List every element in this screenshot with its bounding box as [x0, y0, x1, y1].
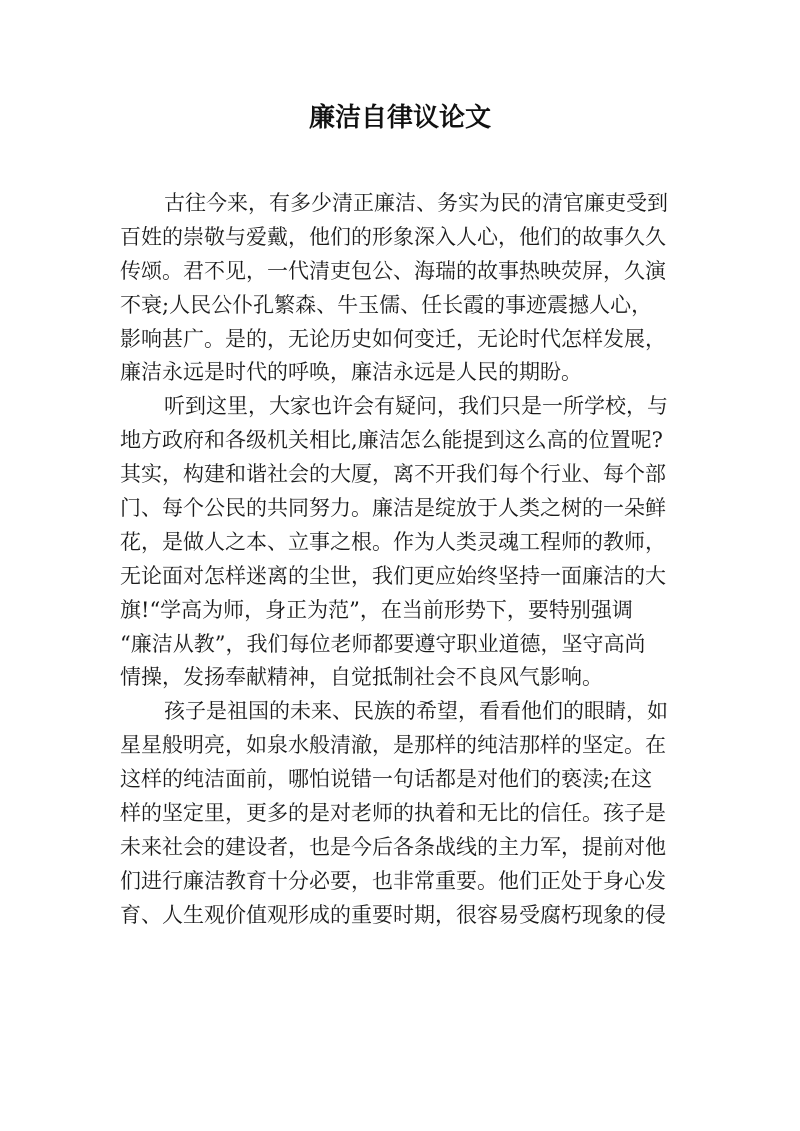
document-title: 廉洁自律议论文 — [308, 103, 491, 133]
paragraph — [120, 695, 692, 932]
text-line: 古往今来，有多少清正廉洁、务实为民的清官廉吏受到 — [164, 191, 668, 215]
text-line: 这样的纯洁面前，哪怕说错一句话都是对他们的亵渎;在这 — [120, 767, 653, 792]
text-line: 影响甚广。是的，无论历史如何变迁，无论时代怎样发展， — [120, 326, 666, 351]
text-line: 花，是做人之本、立事之根。作为人类灵魂工程师的教师， — [120, 529, 666, 554]
text-line: 情操，发扬奉献精神，自觉抵制社会不良风气影响。 — [120, 665, 603, 690]
text-line: 地方政府和各级机关相比,廉洁怎么能提到这么高的位置呢? — [120, 428, 663, 453]
text-line: 百姓的崇敬与爱戴，他们的形象深入人心，他们的故事久久 — [120, 224, 666, 249]
text-line: 们进行廉洁教育十分必要，也非常重要。他们正处于身心发 — [120, 868, 666, 893]
paragraph — [120, 187, 692, 390]
text-line: 未来社会的建设者，也是今后各条战线的主力军，提前对他 — [120, 834, 666, 859]
paragraph — [120, 390, 692, 695]
text-line: 孩子是祖国的未来、民族的希望，看看他们的眼睛，如 — [164, 699, 668, 724]
text-line: 不衰;人民公仆孔繁森、牛玉儒、任长霞的事迹震撼人心， — [120, 292, 653, 317]
text-line: 星星般明亮，如泉水般清澈，是那样的纯洁那样的坚定。在 — [120, 733, 666, 758]
text-line: 其实，构建和谐社会的大厦，离不开我们每个行业、每个部 — [120, 462, 666, 487]
text-line: 门、每个公民的共同努力。廉洁是绽放于人类之树的一朵鲜 — [120, 496, 666, 521]
document-body — [120, 187, 692, 933]
text-line: 无论面对怎样迷离的尘世，我们更应始终坚持一面廉洁的大 — [120, 563, 666, 588]
text-line: 廉洁永远是时代的呼唤，廉洁永远是人民的期盼。 — [120, 360, 582, 385]
text-line: 听到这里，大家也许会有疑问，我们只是一所学校，与 — [164, 394, 668, 419]
text-line: 旗!“学高为师，身正为范”，在当前形势下，要特别强调 — [120, 597, 633, 622]
text-line: 传颂。君不见，一代清吏包公、海瑞的故事热映荧屏，久演 — [120, 258, 666, 283]
text-line: 育、人生观价值观形成的重要时期，很容易受腐朽现象的侵 — [120, 902, 666, 927]
text-line: 样的坚定里，更多的是对老师的执着和无比的信任。孩子是 — [120, 801, 666, 826]
text-line: “廉洁从教”，我们每位老师都要遵守职业道德，坚守高尚 — [120, 631, 646, 656]
